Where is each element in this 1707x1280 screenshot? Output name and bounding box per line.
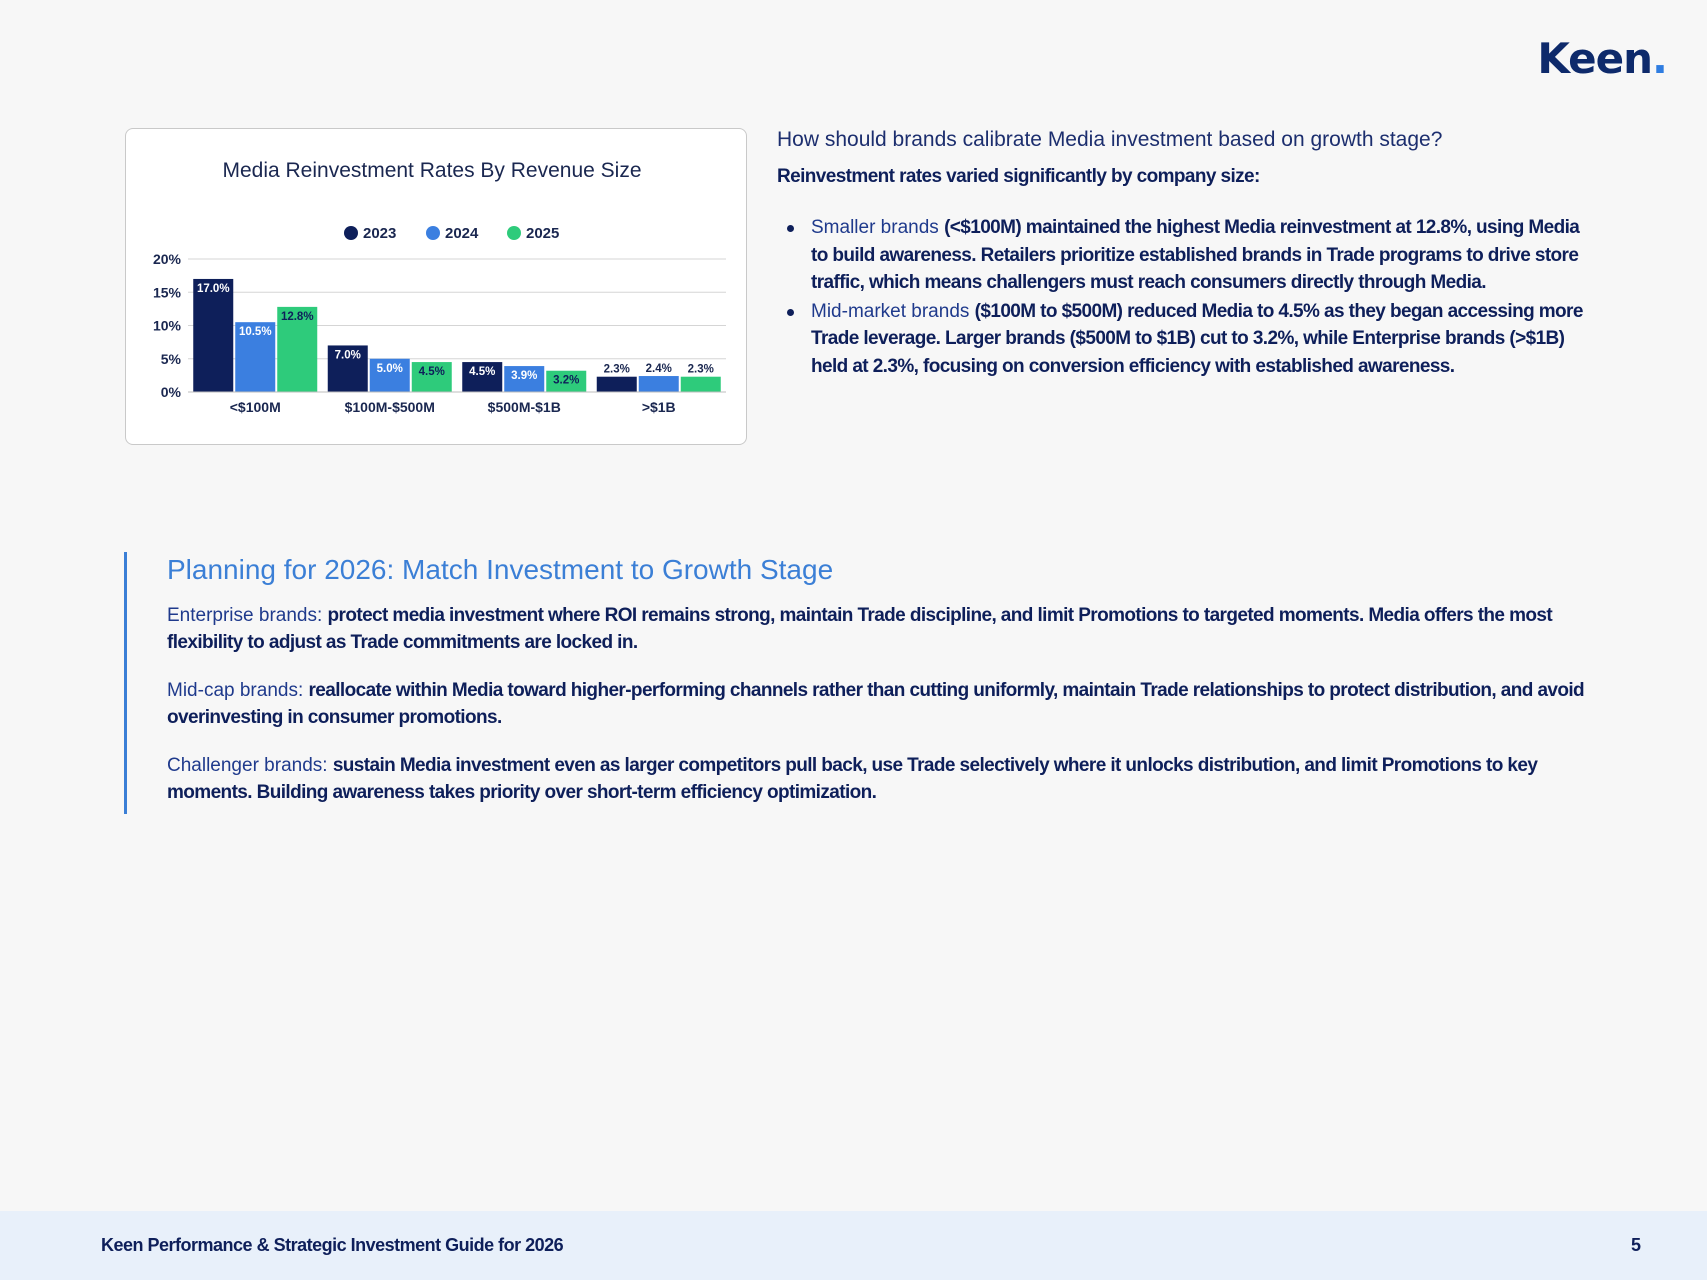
bullet-text: ($100M to $500M) reduced Media to 4.5% as they began accessing more Trade leverage. Larger brands ($500M to $1B) cut to 3.2%, while Enterprise brands (>$1B) held at 2.3%, focusing on conversion efficiency with established awareness. (811, 300, 1583, 377)
planning-item (167, 602, 1587, 656)
chart-card (125, 128, 747, 445)
bar-chart (126, 129, 748, 446)
data-label: 4.5% (418, 366, 445, 379)
y-tick-label: 5% (160, 350, 181, 367)
planning-text: reallocate within Media toward higher-performing channels rather than cutting uniformly, maintain Trade relationships to protect distribution, and avoid overinvesting in consumer promotions. (167, 680, 1585, 728)
legend-marker (507, 226, 521, 240)
data-label: 17.0% (196, 282, 230, 295)
footer-title: Keen Performance & Strategic Investment Guide for 2026 (101, 1235, 564, 1255)
insight-panel (777, 128, 1587, 381)
data-label: 2.4% (645, 363, 672, 376)
legend-label: 2024 (445, 225, 479, 242)
planning-item (167, 677, 1587, 731)
planning-text: protect media investment where ROI remains strong, maintain Trade discipline, and limit Promotions to targeted moments. Media offers the most flexibility to adjust as Trade commitments are locked in. (167, 605, 1553, 653)
bullet-item (811, 214, 1587, 297)
keen-logo (1537, 34, 1667, 83)
x-tick-label: <$100M (229, 399, 281, 415)
y-tick-label: 0% (160, 384, 181, 400)
data-label: 12.8% (280, 310, 314, 323)
bar (193, 279, 233, 392)
data-label: 5.0% (376, 362, 403, 375)
insight-bullets (777, 214, 1587, 380)
x-tick-label: $100M-$500M (344, 399, 435, 415)
y-tick-label: 20% (152, 251, 181, 267)
footer (0, 1211, 1707, 1280)
chart-title: Media Reinvestment Rates By Revenue Size (222, 159, 642, 182)
data-label: 10.5% (238, 326, 272, 339)
planning-item (167, 752, 1587, 806)
data-label: 2.3% (603, 363, 630, 376)
legend-label: 2025 (526, 225, 560, 242)
legend-label: 2023 (363, 225, 397, 242)
bullet-label: Mid-market brands (811, 300, 975, 322)
logo-dot: . (1652, 34, 1667, 83)
planning-label: Mid-cap brands: (167, 680, 309, 701)
bar (597, 377, 637, 392)
planning-text: sustain Media investment even as larger competitors pull back, use Trade selectively where it unlocks distribution, and limit Promotions to key moments. Building awareness takes priority over short-term efficiency optimization. (167, 755, 1538, 803)
logo-text: Keen (1537, 34, 1653, 83)
planning-section (124, 552, 1584, 814)
x-tick-label: $500M-$1B (487, 399, 561, 415)
data-label: 3.2% (553, 374, 580, 387)
y-tick-label: 15% (152, 284, 181, 301)
bullet-item (811, 298, 1587, 381)
data-label: 3.9% (511, 370, 538, 383)
data-label: 7.0% (334, 349, 361, 362)
y-tick-label: 10% (152, 317, 181, 334)
insight-question: How should brands calibrate Media investment based on growth stage? (777, 128, 1443, 151)
data-label: 4.5% (469, 366, 496, 379)
bullet-label: Smaller brands (811, 217, 945, 238)
data-label: 2.3% (687, 363, 714, 376)
x-tick-label: >$1B (641, 399, 676, 415)
insight-lead: Reinvestment rates varied significantly by company size: (777, 166, 1260, 187)
bullet-text: (<$100M) maintained the highest Media reinvestment at 12.8%, using Media to build awareness. Retailers prioritize established brands in Trade programs to drive store traffic, which means challengers must reach consumers directly through Media. (811, 217, 1580, 293)
page-number: 5 (1630, 1235, 1641, 1255)
planning-label: Enterprise brands: (167, 605, 328, 626)
planning-label: Challenger brands: (167, 755, 333, 776)
legend-marker (344, 226, 358, 240)
planning-title: Planning for 2026: Match Investment to Growth Stage (167, 554, 834, 585)
bar (681, 377, 721, 392)
legend-marker (426, 226, 440, 240)
bar (639, 376, 679, 392)
